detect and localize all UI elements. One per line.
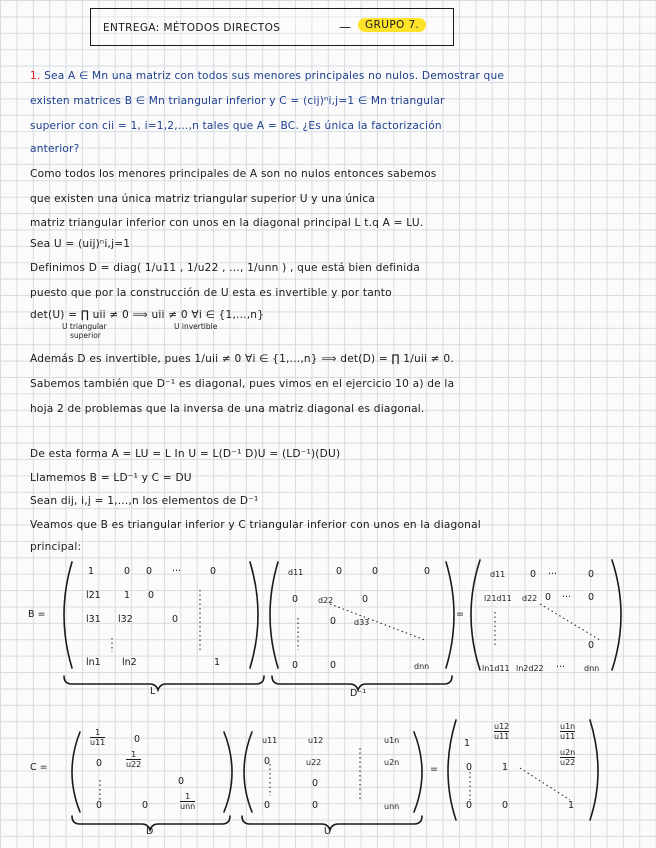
problem-number: 1. [30, 70, 41, 82]
c-den: u11 [494, 732, 510, 741]
body-line-7: det(U) = ∏ uii ≠ 0 ⟹ uii ≠ 0 ∀i ∈ {1,...,n} [30, 309, 265, 321]
d-num: 1 [185, 792, 191, 801]
b-result-entry: ln2d22 [516, 664, 544, 673]
equals-sign: = [430, 764, 438, 775]
l-entry: ··· [172, 566, 182, 577]
l-entry: ln2 [122, 657, 137, 668]
body-line-1: Como todos los menores principales de A son no nulos entonces sabemos [30, 168, 437, 180]
b-result-entry: 0 [588, 569, 595, 580]
c-frac-2n [560, 748, 575, 767]
c-num: u1n [560, 722, 576, 731]
d-entry: 0 [96, 758, 103, 769]
title-dash: — [339, 20, 351, 34]
l-entry: l21 [86, 590, 101, 601]
brace-label-dinv: D⁻¹ [350, 688, 367, 699]
c-result-entry: 0 [466, 800, 473, 811]
body-line-9: Sabemos también que D⁻¹ es diagonal, pues vimos en el ejercicio 10 a) de la [30, 378, 455, 390]
u-entry: u1n [384, 736, 400, 745]
l-entry: 0 [210, 566, 217, 577]
u-entry: u12 [308, 736, 324, 745]
problem-line-4: anterior? [30, 143, 80, 155]
body-line-11: De esta forma A = LU = L In U = L(D⁻¹ D)U = (LD⁻¹)(DU) [30, 448, 341, 460]
b-result-entry: 0 [530, 569, 537, 580]
problem-text-1: Sea A ∈ Mn una matriz con todos sus menores principales no nulos. Demostrar que [44, 70, 505, 82]
u-entry: u22 [306, 758, 322, 767]
body-line-15: principal: [30, 541, 82, 553]
b-result-entry: 0 [588, 592, 595, 603]
d-frac-nn [180, 792, 195, 811]
d-den: u11 [90, 738, 106, 747]
u-entry: u2n [384, 758, 400, 767]
brace-label-u: U [324, 826, 331, 837]
note-u-invertible: U invertible [174, 322, 218, 331]
brace-label-l: L [150, 686, 156, 697]
dinv-entry: d22 [318, 596, 334, 605]
c-den: u22 [560, 758, 576, 767]
dinv-entry: d33 [354, 618, 370, 627]
d-entry: 0 [142, 800, 149, 811]
title-text: ENTREGA: MÉTODOS DIRECTOS [103, 22, 281, 34]
l-entry: 0 [146, 566, 153, 577]
c-result-entry: 1 [464, 738, 471, 749]
d-entry: 0 [134, 734, 141, 745]
l-entry: 1 [214, 657, 221, 668]
dinv-entry: d11 [288, 568, 304, 577]
c-result-entry: 1 [568, 800, 575, 811]
d-entry: 0 [96, 800, 103, 811]
body-line-14: Veamos que B es triangular inferior y C triangular inferior con unos en la diagonal [30, 519, 481, 531]
d-num: 1 [95, 728, 101, 737]
d-num: 1 [131, 750, 137, 759]
body-line-5: Definimos D = diag( 1/u11 , 1/u22 , ..., 1/unn ) , que está bien definida [30, 262, 420, 274]
u-entry: unn [384, 802, 400, 811]
group-highlight: GRUPO 7. [358, 18, 426, 32]
l-entry: ln1 [86, 657, 101, 668]
body-line-8: Además D es invertible, pues 1/uii ≠ 0 ∀i ∈ {1,...,n} ⟹ det(D) = ∏ 1/uii ≠ 0. [30, 353, 454, 365]
b-result-entry: ··· [562, 592, 572, 603]
b-result-entry: d11 [490, 570, 506, 579]
body-line-6: puesto que por la construcción de U esta es invertible y por tanto [30, 287, 392, 299]
c-frac-1n [560, 722, 575, 741]
matrix-c-label: C = [30, 762, 48, 773]
brace-label-d: D [146, 826, 154, 837]
d-frac-22 [126, 750, 141, 769]
d-entry: 0 [178, 776, 185, 787]
dinv-entry: 0 [292, 660, 299, 671]
dinv-entry: 0 [330, 616, 337, 627]
matrix-b-label: B = [28, 609, 46, 620]
u-entry: u11 [262, 736, 278, 745]
l-entry: 0 [172, 614, 179, 625]
l-entry: l32 [118, 614, 133, 625]
c-den: u11 [560, 732, 576, 741]
u-entry: 0 [312, 800, 319, 811]
b-result-entry: d22 [522, 594, 538, 603]
c-result-entry: 1 [502, 762, 509, 773]
c-frac-12 [494, 722, 509, 741]
b-result-entry: dnn [584, 664, 600, 673]
note-u-triangular: U triangular [62, 322, 107, 331]
d-den: unn [180, 802, 196, 811]
b-result-entry: 0 [588, 640, 595, 651]
u-entry: 0 [264, 800, 271, 811]
body-line-13: Sean dij, i,j = 1,...,n los elementos de D⁻¹ [30, 495, 259, 507]
b-result-entry: ··· [548, 569, 558, 580]
dinv-entry: dnn [414, 662, 430, 671]
c-num: u12 [494, 722, 510, 731]
dinv-entry: 0 [424, 566, 431, 577]
dinv-entry: 0 [292, 594, 299, 605]
dinv-entry: 0 [330, 660, 337, 671]
note-superior: superior [70, 331, 101, 340]
problem-line-2: existen matrices B ∈ Mn triangular inferior y C = (cij)ⁿi,j=1 ∈ Mn triangular [30, 95, 445, 107]
l-entry: l31 [86, 614, 101, 625]
l-entry: 0 [124, 566, 131, 577]
l-entry: 1 [124, 590, 131, 601]
equals-sign: = [456, 609, 464, 620]
c-result-entry: 0 [502, 800, 509, 811]
dinv-entry: 0 [336, 566, 343, 577]
body-line-2: que existen una única matriz triangular superior U y una única [30, 193, 376, 205]
d-den: u22 [126, 760, 142, 769]
body-line-3: matriz triangular inferior con unos en la diagonal principal L t.q A = LU. [30, 217, 424, 229]
u-entry: 0 [264, 756, 271, 767]
c-num: u2n [560, 748, 576, 757]
l-entry: 0 [148, 590, 155, 601]
dinv-entry: 0 [362, 594, 369, 605]
b-result-entry: l21d11 [484, 594, 512, 603]
body-line-10: hoja 2 de problemas que la inversa de una matriz diagonal es diagonal. [30, 403, 425, 415]
body-line-4: Sea U = (uij)ⁿi,j=1 [30, 238, 131, 250]
b-result-entry: ··· [556, 662, 566, 673]
problem-line-3: superior con cii = 1, i=1,2,...,n tales que A = BC. ¿Es única la factorización [30, 120, 442, 132]
c-result-entry: 0 [466, 762, 473, 773]
u-entry: 0 [312, 778, 319, 789]
d-frac-11 [90, 728, 105, 747]
b-result-entry: 0 [545, 592, 552, 603]
dinv-entry: 0 [372, 566, 379, 577]
b-result-entry: ln1d11 [482, 664, 510, 673]
body-line-12: Llamemos B = LD⁻¹ y C = DU [30, 472, 192, 484]
l-entry: 1 [88, 566, 95, 577]
